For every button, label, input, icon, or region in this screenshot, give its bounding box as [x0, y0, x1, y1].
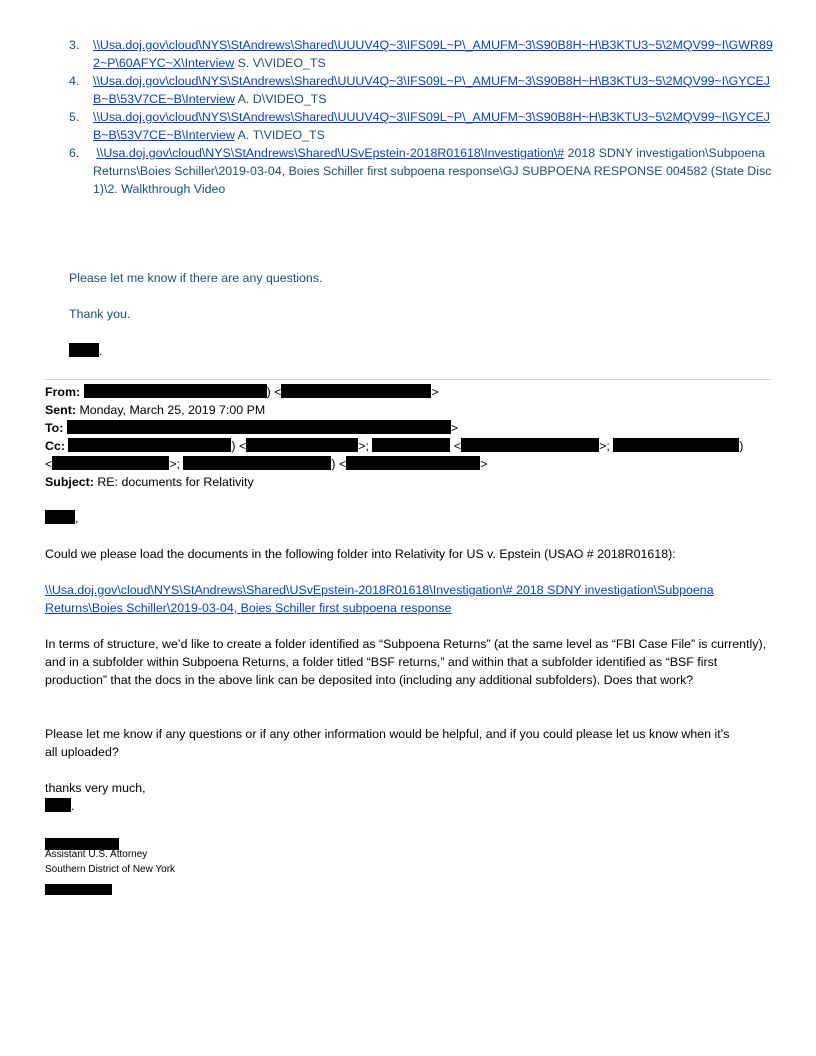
from-line: From: ) < >: [45, 385, 439, 399]
signature-title: Assistant U.S. Attorney: [45, 849, 148, 860]
sender-initials: .: [45, 797, 74, 815]
sent-value: Monday, March 25, 2019 7:00 PM: [79, 403, 266, 417]
redaction-bar: [461, 438, 599, 452]
prior-signature: .: [69, 342, 102, 360]
path-suffix: A. T\VIDEO_TS: [234, 128, 325, 142]
redaction-bar: [372, 438, 450, 452]
structure-paragraph: In terms of structure, we’d like to create a folder identified as “Subpoena Returns” (at the same level as “FBI Case File” is currently), and in a subfolder within Subpoena Returns, a folder titled “BSF returns,” and within that a subfolder identified as “BSF first production” that the docs in the above link can be deposited into (including any additional subfolders). Does that work?: [45, 637, 767, 687]
redaction-bar: [346, 456, 480, 470]
network-path-link[interactable]: \\Usa.doj.gov\cloud\NYS\StAndrews\Shared\UUUV4Q~3\IFS09L~P\_AMUFM~3\S90B8H~H\B3KTU3~5\2MQV99~I\GYCEJB~B\53V7CE~B\Interview: [93, 74, 770, 106]
cc-line-continued: < >; ) < >: [45, 457, 488, 471]
path-suffix: S. V\VIDEO_TS: [234, 56, 326, 70]
path-suffix: 2018 SDNY investigation\Subpoena Returns\Boies Schiller\2019-03-04, Boies Schiller first subpoena response\GJ SUBPOENA RESPONSE 004582 (State Disc 1)\2. Walkthrough Video: [93, 146, 772, 196]
closing-question: Please let me know if there are any questions.: [69, 271, 323, 285]
signature-contact: [45, 880, 112, 898]
divider: [45, 379, 771, 380]
sent-label: Sent:: [45, 403, 76, 417]
redaction-bar: [68, 438, 231, 452]
redaction-bar: [84, 384, 267, 398]
folder-link-paragraph: [45, 581, 771, 617]
redaction-bar: [45, 884, 112, 895]
path-suffix: A. D\VIDEO_TS: [234, 92, 327, 106]
list-number: 6.: [69, 146, 80, 160]
list-item: [69, 144, 774, 198]
subject-line: [45, 473, 775, 491]
redaction-bar: [45, 798, 71, 812]
greeting: ,: [45, 509, 78, 527]
cc-label: Cc:: [45, 439, 65, 453]
subject-value: RE: documents for Relativity: [97, 475, 254, 489]
to-label: To:: [45, 421, 64, 435]
redaction-bar: [246, 438, 358, 452]
redaction-bar: [52, 456, 169, 470]
list-number: 3.: [69, 38, 80, 52]
network-path-link[interactable]: \\Usa.doj.gov\cloud\NYS\StAndrews\Shared\UUUV4Q~3\IFS09L~P\_AMUFM~3\S90B8H~H\B3KTU3~5\2MQV99~I\GYCEJB~B\53V7CE~B\Interview: [93, 110, 770, 142]
redaction-bar: [281, 384, 431, 398]
thanks-line: Thank you.: [69, 307, 131, 321]
list-item: [69, 108, 774, 144]
list-number: 4.: [69, 74, 80, 88]
followup-paragraph: Please let me know if any questions or if any other information would be helpful, and if you could please let us know when it’s all uploaded?: [45, 727, 730, 759]
prior-message-list: [69, 36, 774, 198]
redaction-bar: [69, 343, 99, 357]
network-path-link[interactable]: \\Usa.doj.gov\cloud\NYS\StAndrews\Shared\USvEpstein-2018R01618\Investigation\#: [96, 146, 565, 160]
folder-path-link[interactable]: \\Usa.doj.gov\cloud\NYS\StAndrews\Shared\USvEpstein-2018R01618\Investigation\# 2018 SDNY investigation\Subpoena Returns\Boies Schiller\2019-03-04, Boies Schiller first subpoena response: [45, 583, 714, 615]
signature-office: Southern District of New York: [45, 864, 176, 875]
redaction-bar: [67, 420, 451, 434]
signoff: thanks very much,: [45, 781, 146, 795]
redaction-bar: [183, 456, 331, 470]
sent-line: [45, 401, 775, 419]
list-item: [69, 72, 774, 108]
list-number: 5.: [69, 110, 80, 124]
request-paragraph: Could we please load the documents in the following folder into Relativity for US v. Epstein (USAO # 2018R01618):: [45, 547, 676, 561]
from-label: From:: [45, 385, 81, 399]
to-line: To: >: [45, 421, 459, 435]
redaction-bar: [45, 510, 75, 524]
network-path-link[interactable]: \\Usa.doj.gov\cloud\NYS\StAndrews\Shared\UUUV4Q~3\IFS09L~P\_AMUFM~3\S90B8H~H\B3KTU3~5\2MQV99~I\GWR892~P\60AFYC~X\Interview: [93, 38, 773, 70]
redaction-bar: [613, 438, 739, 452]
cc-line: Cc: ) < >; < >; ): [45, 439, 744, 453]
list-item: [69, 36, 774, 72]
subject-label: Subject:: [45, 475, 94, 489]
